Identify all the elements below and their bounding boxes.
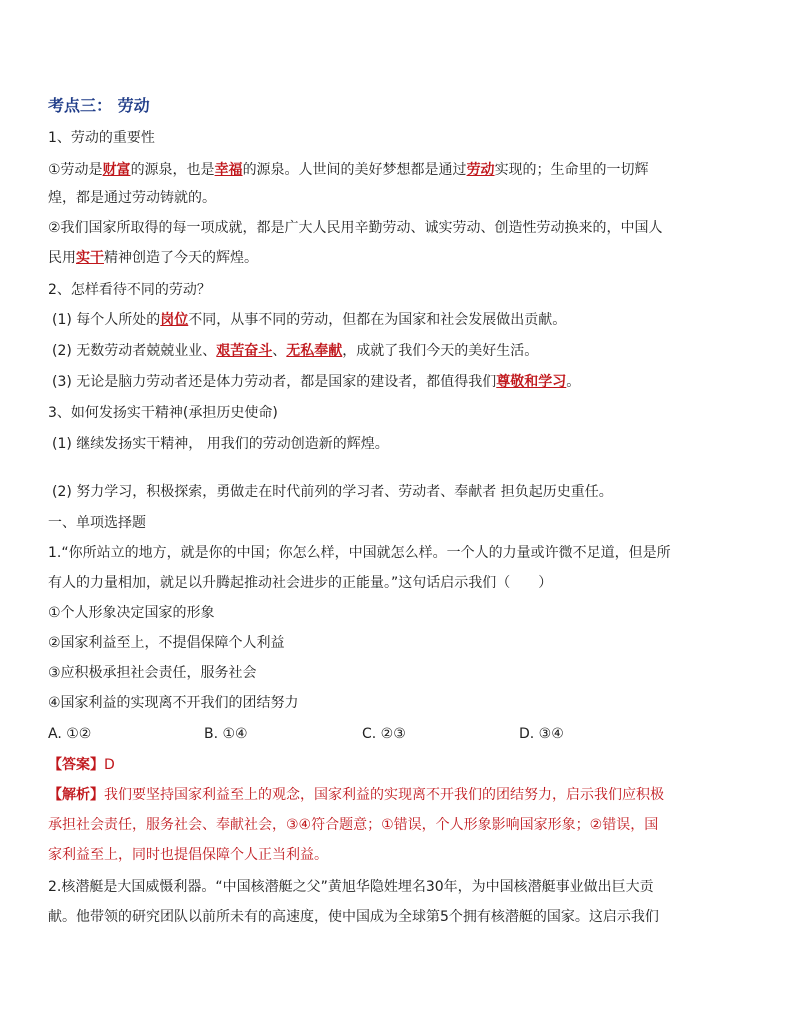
answer-label: 【答案】 (48, 757, 104, 773)
q1-option-a: A. ①② (48, 726, 92, 742)
text: (2) 无数劳动者兢兢业业、 (52, 343, 217, 359)
s3-item-1: (1) 继续发扬实干精神， 用我们的劳动创造新的辉煌。 (52, 436, 389, 452)
text: (1) 每个人所处的 (52, 312, 161, 328)
q1-option-d: D. ③④ (519, 726, 564, 742)
s1-p2-line1: ②我们国家所取得的每一项成就，都是广大人民用辛勤劳动、诚实劳动、创造性劳动换来的，中国人 (48, 220, 663, 236)
s2-item-2 (52, 341, 538, 361)
q1-analysis-line1 (48, 785, 664, 805)
section-title: 考点三： 劳动 (48, 96, 150, 115)
text: 民用 (48, 250, 76, 266)
text: ①劳动是 (48, 162, 103, 178)
analysis-label: 【解析】 (48, 787, 104, 803)
q1-analysis-line3: 家利益至上，同时也提倡保障个人正当利益。 (48, 847, 328, 863)
part-heading: 一、单项选择题 (48, 515, 146, 531)
text: 实现的；生命里的一切辉 (494, 162, 649, 178)
keyword-shigan: 实干 (76, 250, 104, 266)
text: 的源泉。人世间的美好梦想都是通过 (242, 162, 467, 178)
text: 不同，从事不同的劳动，但都在为国家和社会发展做出贡献。 (188, 312, 567, 328)
q1-statement-4: ④国家利益的实现离不开我们的团结努力 (48, 695, 299, 711)
keyword-post: 岗位 (160, 312, 189, 328)
text: 的源泉，也是 (130, 162, 215, 178)
text: 精神创造了今天的辉煌。 (104, 250, 258, 266)
text: 、 (272, 343, 287, 359)
answer-value: D (104, 757, 115, 773)
q1-statement-3: ③应积极承担社会责任，服务社会 (48, 665, 257, 681)
q1-analysis-line2: 承担社会责任，服务社会、奉献社会，③④符合题意；①错误，个人形象影响国家形象；②错误，国 (48, 817, 659, 833)
q2-stem-line1: 2.核潜艇是大国威慑利器。“中国核潜艇之父”黄旭华隐姓埋名30年，为中国核潜艇事业做出巨大贡 (48, 879, 654, 895)
s2-item-3 (52, 372, 580, 392)
q2-stem-line2: 献。他带领的研究团队以前所未有的高速度，使中国成为全球第5个拥有核潜艇的国家。这启示我们 (48, 909, 659, 925)
s2-heading: 2、怎样看待不同的劳动？ (48, 282, 211, 298)
s1-heading: 1、劳动的重要性 (48, 130, 155, 146)
keyword-selfless: 无私奉献 (286, 343, 343, 359)
analysis-text: 我们要坚持国家利益至上的观念，国家利益的实现离不开我们的团结努力，启示我们应积极 (104, 787, 664, 803)
q1-answer (48, 755, 115, 775)
keyword-labor: 劳动 (466, 162, 495, 178)
s1-p2-line2 (48, 248, 258, 268)
s2-item-1 (52, 310, 566, 330)
s1-p1-line1 (48, 160, 649, 180)
s3-heading: 3、如何发扬实干精神(承担历史使命) (48, 405, 278, 421)
text: (3) 无论是脑力劳动者还是体力劳动者，都是国家的建设者，都值得我们 (52, 374, 497, 390)
q1-stem-line2: 有人的力量相加，就足以升腾起推动社会进步的正能量。”这句话启示我们（ ） (48, 575, 553, 591)
keyword-hard-struggle: 艰苦奋斗 (216, 343, 273, 359)
text: 。 (566, 374, 581, 390)
q1-statement-1: ①个人形象决定国家的形象 (48, 605, 215, 621)
q1-statement-2: ②国家利益至上，不提倡保障个人利益 (48, 635, 285, 651)
text: ，成就了我们今天的美好生活。 (342, 343, 539, 359)
s3-item-2: (2) 努力学习，积极探索，勇做走在时代前列的学习者、劳动者、奉献者 担负起历史重任。 (52, 484, 613, 500)
keyword-happiness: 幸福 (214, 162, 243, 178)
q1-stem-line1: 1.“你所站立的地方，就是你的中国；你怎么样，中国就怎么样。一个人的力量或许微不足道，但是所 (48, 545, 671, 561)
keyword-wealth: 财富 (102, 162, 131, 178)
s1-p1-line2: 煌，都是通过劳动铸就的。 (48, 190, 216, 206)
keyword-respect: 尊敬和学习 (496, 374, 567, 390)
q1-option-b: B. ①④ (204, 726, 248, 742)
q1-option-c: C. ②③ (362, 726, 406, 742)
